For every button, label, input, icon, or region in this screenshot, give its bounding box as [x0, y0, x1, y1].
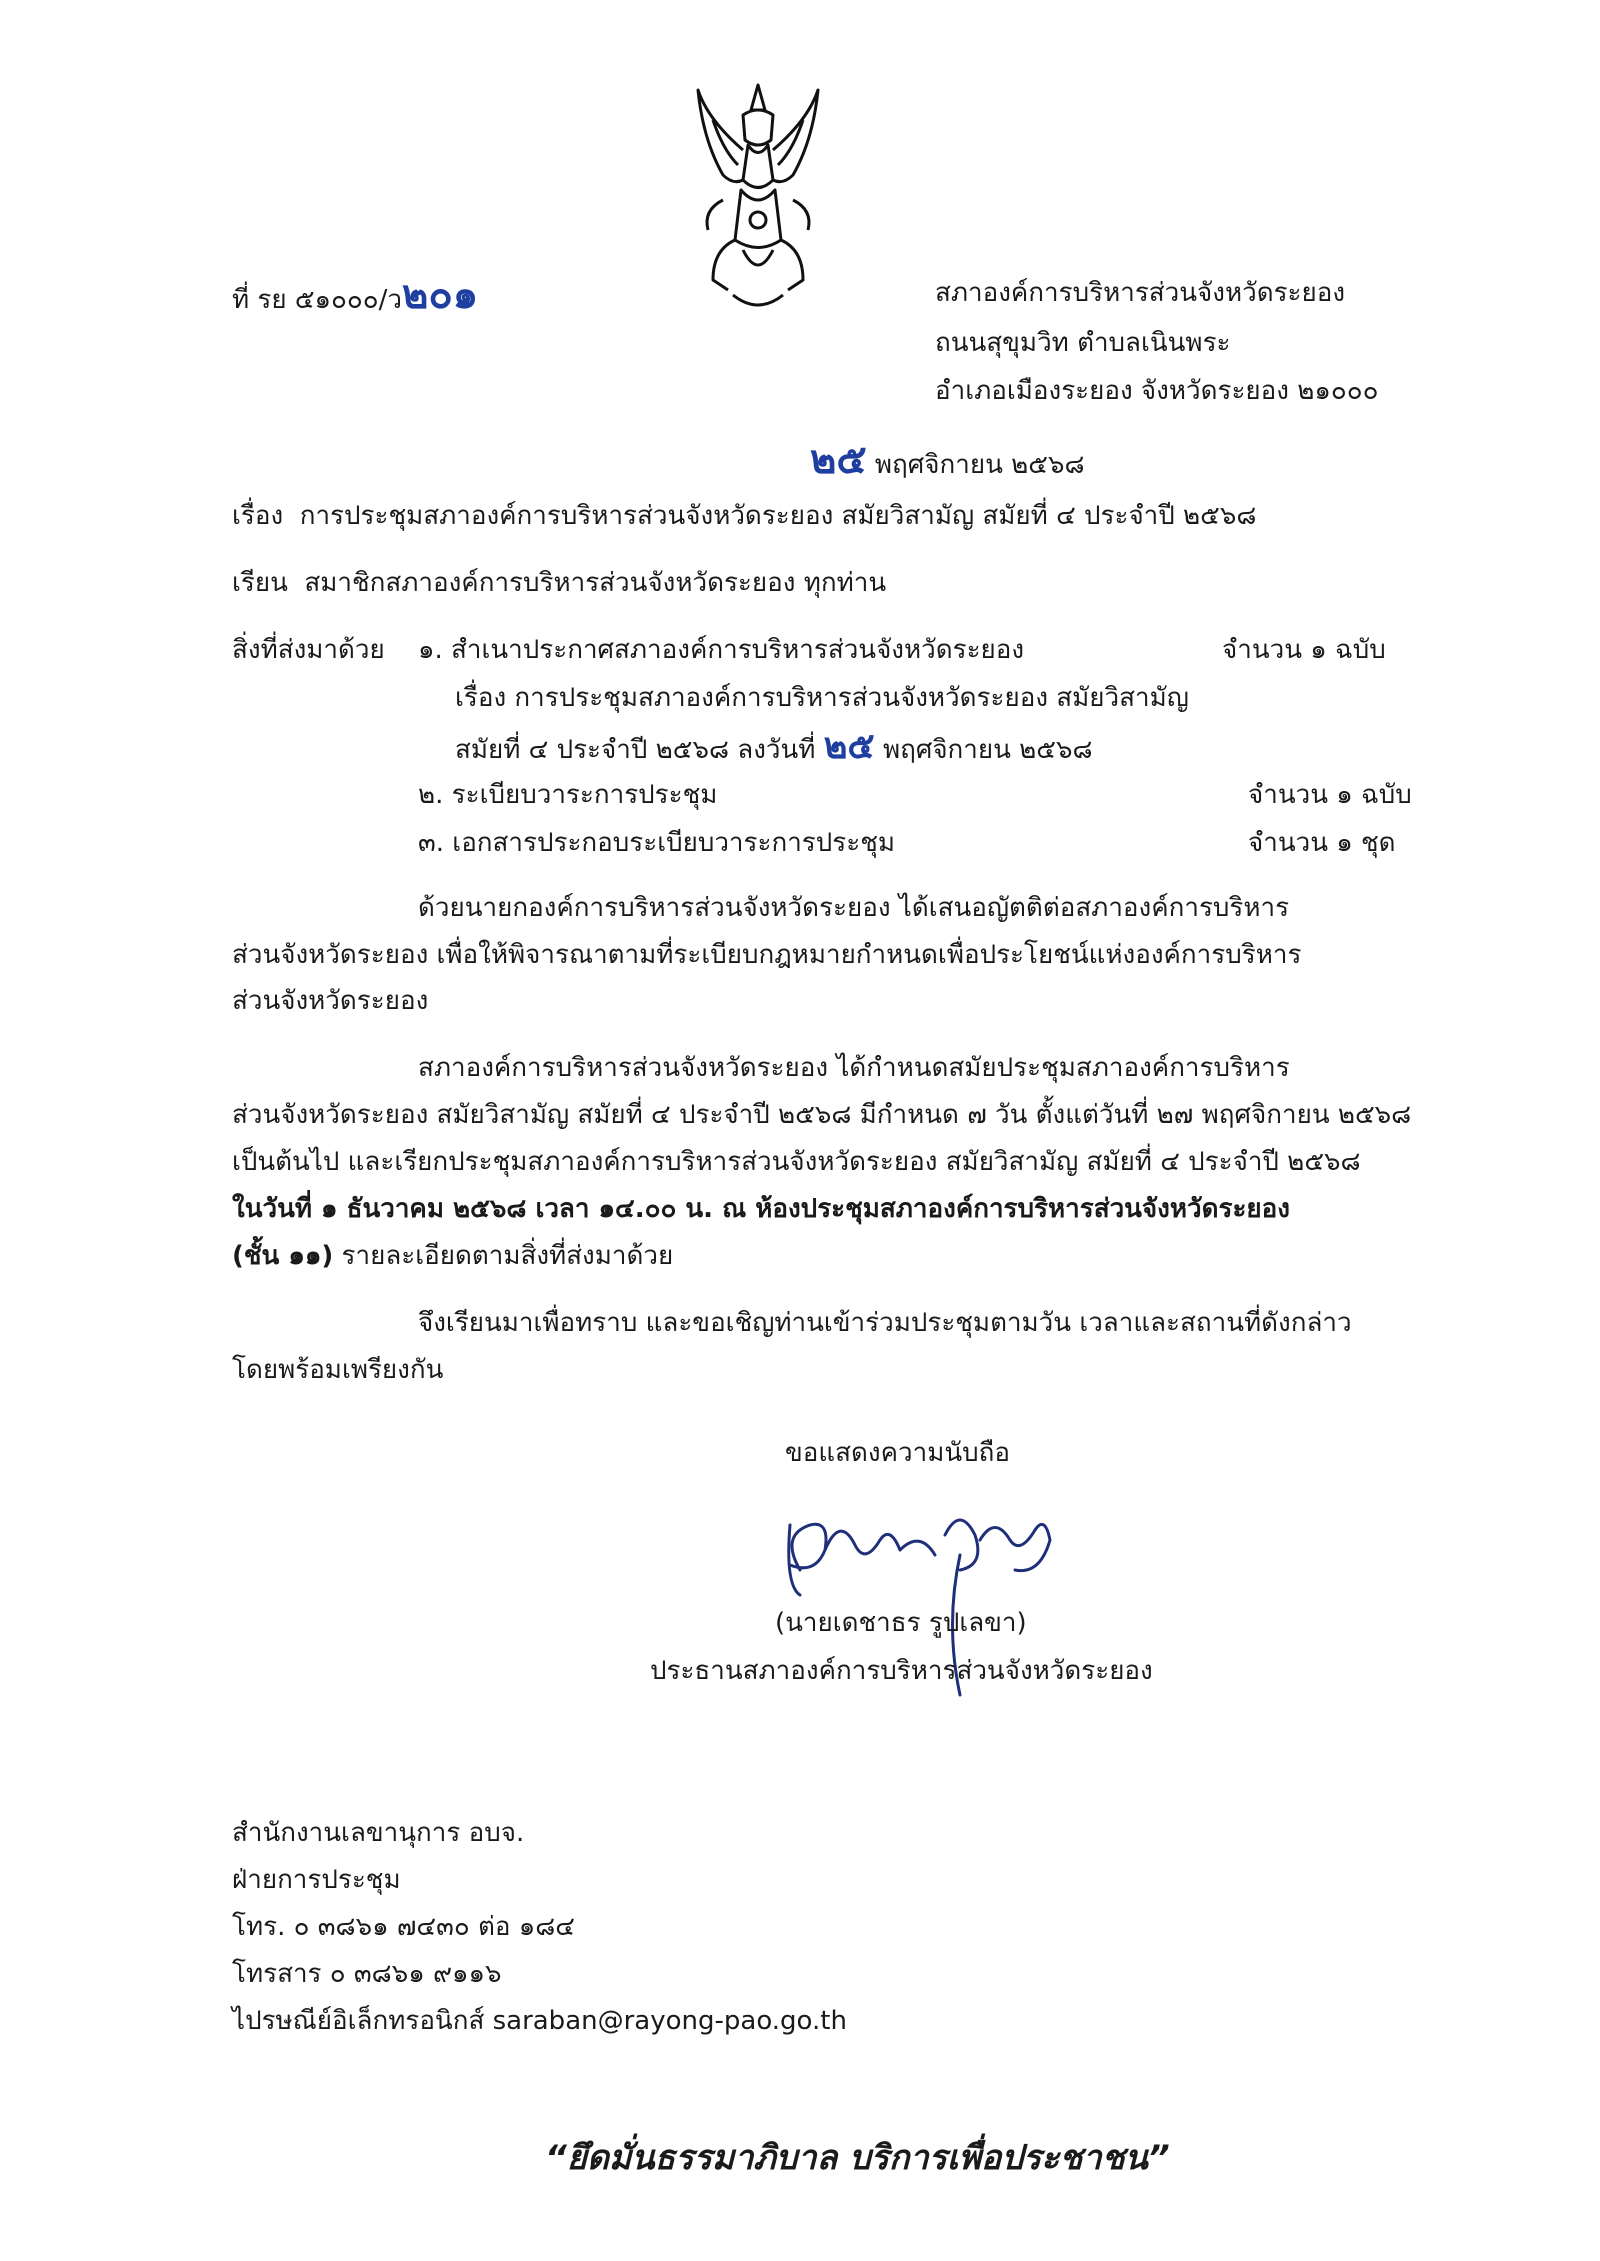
reference-handwritten-number: ๒๐๑ — [402, 271, 479, 318]
enclosure-3-qty: จำนวน ๑ ชุด — [1248, 828, 1396, 858]
sender-line-2: ถนนสุขุมวิท ตำบลเนินพระ — [935, 328, 1231, 358]
enclosure-2-text: ๒. ระเบียบวาระการประชุม — [418, 780, 718, 810]
paragraph-2-line-4: ในวันที่ ๑ ธันวาคม ๒๕๖๘ เวลา ๑๔.๐๐ น. ณ ห้องประชุมสภาองค์การบริหารส่วนจังหวัดระยอง — [232, 1194, 1290, 1224]
paragraph-1-line-1: ด้วยนายกองค์การบริหารส่วนจังหวัดระยอง ได้เสนอญัตติต่อสภาองค์การบริหาร — [418, 893, 1290, 923]
enclosure-1-line-3 — [455, 725, 1093, 767]
enclosure-1-qty: จำนวน ๑ ฉบับ — [1222, 635, 1386, 665]
date-month-year: พฤศจิกายน ๒๕๖๘ — [874, 450, 1085, 480]
subject-label: เรื่อง — [232, 501, 284, 531]
sender-line-1: สภาองค์การบริหารส่วนจังหวัดระยอง — [935, 278, 1346, 308]
contact-section: ฝ่ายการประชุม — [232, 1865, 401, 1895]
letter-date — [810, 436, 1085, 483]
enclosure-1-line-2: เรื่อง การประชุมสภาองค์การบริหารส่วนจังหวัดระยอง สมัยวิสามัญ — [455, 683, 1189, 713]
contact-telephone: โทร. ๐ ๓๘๖๑ ๗๔๓๐ ต่อ ๑๘๔ — [232, 1912, 575, 1942]
enclosure-1-line-3-pre: สมัยที่ ๔ ประจำปี ๒๕๖๘ ลงวันที่ — [455, 735, 816, 765]
recipient-text: สมาชิกสภาองค์การบริหารส่วนจังหวัดระยอง ทุกท่าน — [304, 568, 887, 598]
closing-regards: ขอแสดงความนับถือ — [785, 1438, 1010, 1468]
signatory-name: (นายเดชาธร รูปเลขา) — [775, 1608, 1027, 1638]
recipient-line — [232, 570, 886, 596]
paragraph-3-line-1: จึงเรียนมาเพื่อทราบ และขอเชิญท่านเข้าร่วมประชุมตามวัน เวลาและสถานที่ดังกล่าว — [418, 1308, 1352, 1338]
contact-fax: โทรสาร ๐ ๓๘๖๑ ๙๑๑๖ — [232, 1959, 502, 1989]
reference-prefix: ที่ รย ๕๑๐๐๐/ว — [232, 285, 403, 315]
paragraph-2-line-5 — [232, 1243, 673, 1269]
enclosure-1-day-handwritten: ๒๕ — [823, 725, 875, 767]
contact-email: ไปรษณีย์อิเล็กทรอนิกส์ saraban@rayong-pao.go.th — [232, 2006, 847, 2036]
signatory-position: ประธานสภาองค์การบริหารส่วนจังหวัดระยอง — [650, 1656, 1153, 1686]
recipient-label: เรียน — [232, 568, 288, 598]
paragraph-1-line-2: ส่วนจังหวัดระยอง เพื่อให้พิจารณาตามที่ระเบียบกฎหมายกำหนดเพื่อประโยชน์แห่งองค์การบริหาร — [232, 940, 1302, 970]
subject-text: การประชุมสภาองค์การบริหารส่วนจังหวัดระยอง สมัยวิสามัญ สมัยที่ ๔ ประจำปี ๒๕๖๘ — [299, 501, 1257, 531]
contact-office: สำนักงานเลขานุการ อบจ. — [232, 1818, 525, 1848]
paragraph-2-floor: (ชั้น ๑๑) — [232, 1241, 334, 1271]
enclosure-2-qty: จำนวน ๑ ฉบับ — [1248, 780, 1412, 810]
date-day-handwritten: ๒๕ — [810, 436, 867, 483]
paragraph-2-line-1: สภาองค์การบริหารส่วนจังหวัดระยอง ได้กำหนดสมัยประชุมสภาองค์การบริหาร — [418, 1053, 1290, 1083]
garuda-emblem-icon — [693, 80, 823, 320]
enclosures-label: สิ่งที่ส่งมาด้วย — [232, 635, 385, 665]
enclosure-1-line-1: ๑. สำเนาประกาศสภาองค์การบริหารส่วนจังหวัดระยอง — [418, 635, 1025, 665]
enclosure-3-text: ๓. เอกสารประกอบระเบียบวาระการประชุม — [418, 828, 895, 858]
sender-line-3: อำเภอเมืองระยอง จังหวัดระยอง ๒๑๐๐๐ — [935, 376, 1379, 406]
enclosure-1-line-3-post: พฤศจิกายน ๒๕๖๘ — [882, 735, 1093, 765]
footer-motto: “ยึดมั่นธรรมาภิบาล บริการเพื่อประชาชน” — [545, 2138, 1170, 2178]
paragraph-2-line-2: ส่วนจังหวัดระยอง สมัยวิสามัญ สมัยที่ ๔ ประจำปี ๒๕๖๘ มีกำหนด ๗ วัน ตั้งแต่วันที่ ๒๗ พฤศจิกายน ๒๕๖๘ — [232, 1100, 1412, 1130]
paragraph-1-line-3: ส่วนจังหวัดระยอง — [232, 986, 429, 1016]
paragraph-2-line-3: เป็นต้นไป และเรียกประชุมสภาองค์การบริหารส่วนจังหวัดระยอง สมัยวิสามัญ สมัยที่ ๔ ประจำปี ๒๕๖๘ — [232, 1147, 1361, 1177]
paragraph-2-line-5-rest: รายละเอียดตามสิ่งที่ส่งมาด้วย — [333, 1241, 674, 1271]
paragraph-3-line-2: โดยพร้อมเพรียงกัน — [232, 1355, 444, 1385]
reference-number — [232, 271, 479, 318]
subject-line — [232, 503, 1256, 529]
